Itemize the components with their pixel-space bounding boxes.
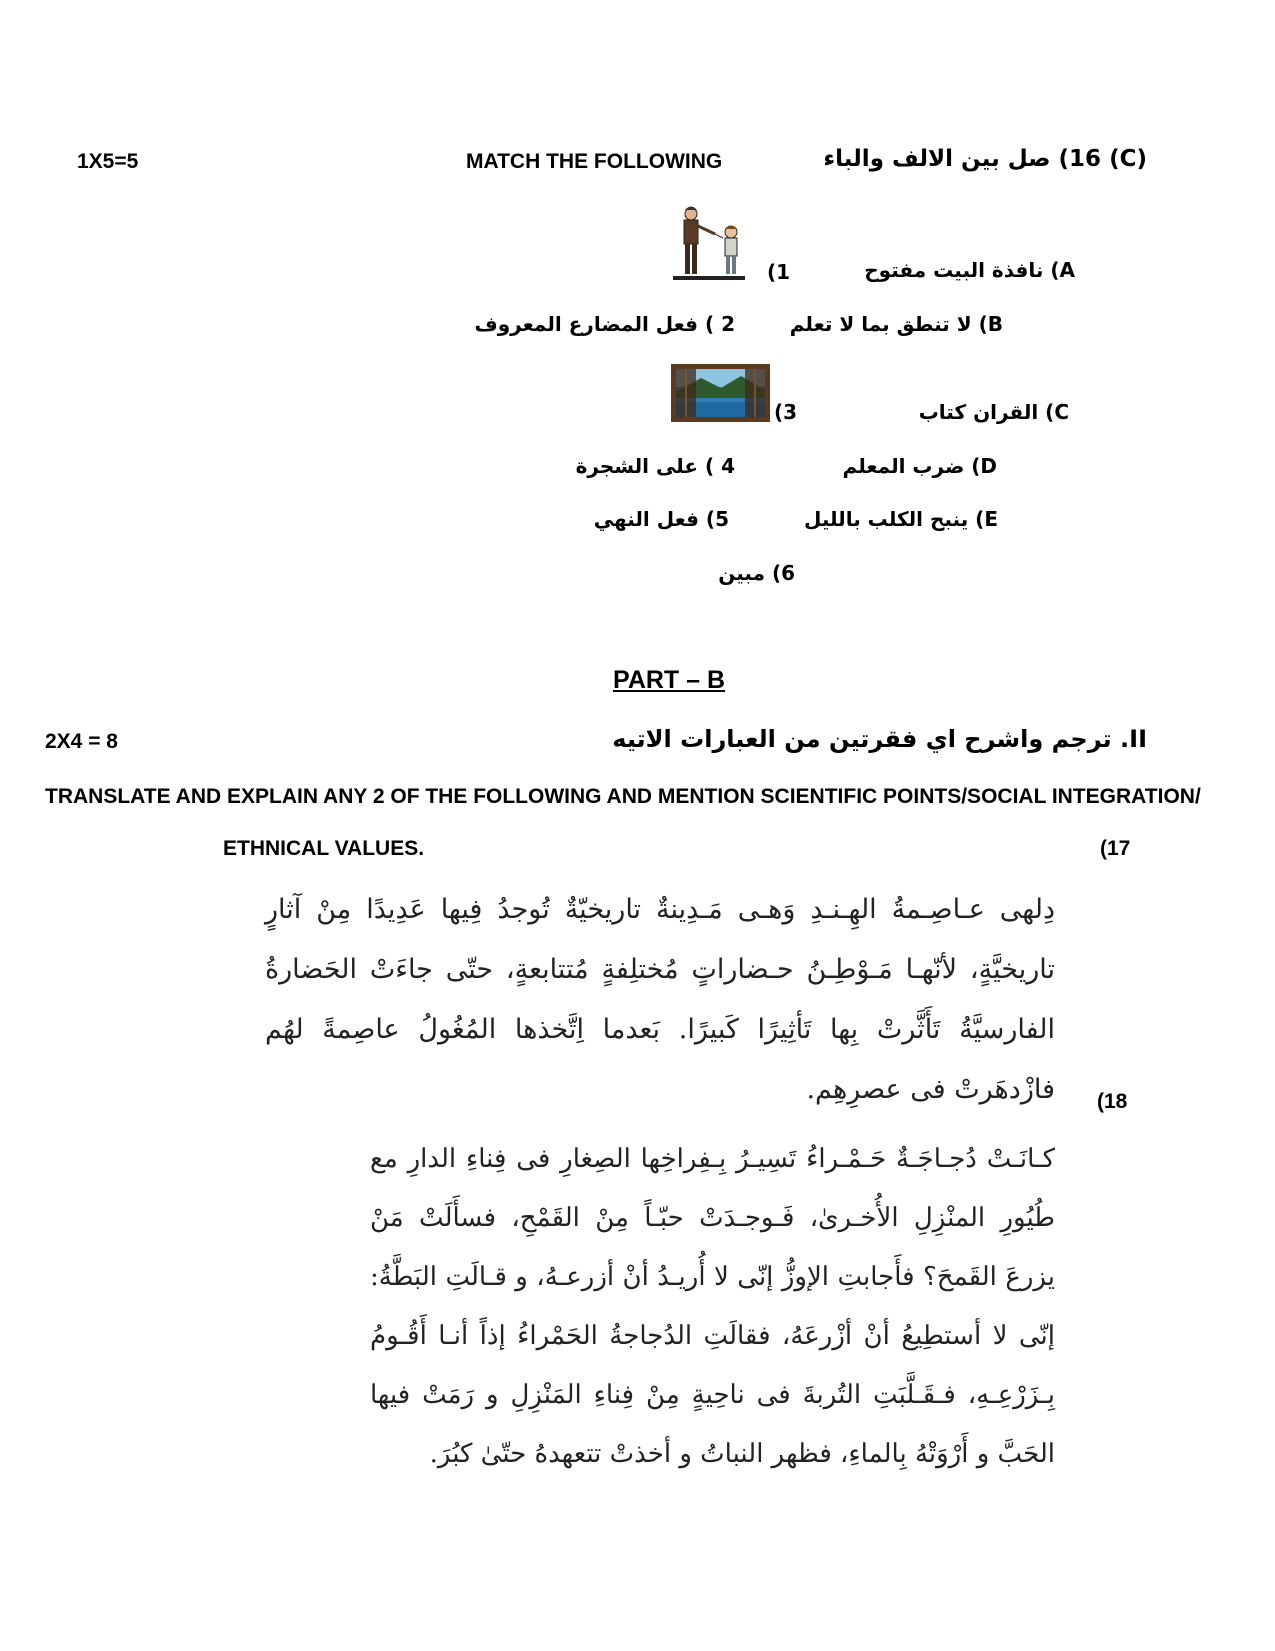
section-c-title-en: MATCH THE FOLLOWING <box>466 150 723 173</box>
window-landscape-icon <box>671 364 770 422</box>
section-c-title-ar: (C) 16) صل بين الالف والباء <box>823 146 1147 172</box>
match-item-b: B) لا تنطق بما لا تعلم <box>789 312 1003 336</box>
question-17-passage: دِلهى عـاصِـمةُ الهِـنـدِ وَهـى مَـدِينةٌ تاريخيّةٌ تُوجدُ فِيها عَدِيدًا مِنْ آثارٍ تاريخيَّةٍ، لأنّهـا مَـوْطِـنُ حـضاراتٍ مُختلِفةٍ مُتتابعةٍ، حتّى جاءَتْ الحَضارةُ الفارسيَّةُ تَأَثَّرتْ بِها تَأثِيرًا كَبيرًا. بَعدما اِتَّخذها المُغُولُ عاصِمةً لهُم فازْدهَرتْ فى عصرِهِم. <box>265 894 1056 1105</box>
question-18-number: (18 <box>1097 1090 1128 1113</box>
teacher-student-icon <box>673 200 748 282</box>
match-option-2: 2 ) فعل المضارع المعروف <box>474 312 735 336</box>
question-18-passage: كـانَـتْ دُجـاجَـةٌ حَـمْـراءُ تَسِيـرُ بِـفِراخِها الصِغارِ فى فِناءِ الدارِ مع طُيُورِ المنْزِلِ الأُخـرىٰ، فَـوجـدَتْ حبّـاً مِنْ القَمْحِ، فسأَلَتْ مَنْ يزرعَ القَمحَ؟ فأَجابتِ الإوزُّ إنّى لا أُريـدُ أنْ أزرعـهُ، و قـالَتِ البَطَّةُ: إنّى لا أستطِيعُ أنْ أزْرعَهُ، فقالَتِ الدُجاجةُ الحَمْراءُ إذاً أنـا أَقُـومُ بِـزَرْعِـهِ، فـقَـلَّبَتِ التُربةَ فى ناحِيةٍ مِنْ فِناءِ المَنْزِلِ و رَمَتْ فيها الحَبَّ و أَرْوَتْهُ بِالماءِ، فظهر النباتُ و أخذتْ تتعهدهُ حتّىٰ كبُرَ. <box>370 1144 1055 1469</box>
part-b-instruction-line1: TRANSLATE AND EXPLAIN ANY 2 OF THE FOLLOWING AND MENTION SCIENTIFIC POINTS/SOCIAL INTEGRATION/ <box>45 785 1201 808</box>
match-option-5: 5) فعل النهي <box>593 507 729 531</box>
section-c-marks: 1X5=5 <box>77 150 139 173</box>
match-item-c: C) القران كتاب <box>918 400 1069 424</box>
match-item-e: E) ينبح الكلب بالليل <box>804 507 998 531</box>
match-option-4: 4 ) على الشجرة <box>575 454 735 478</box>
part-b-marks: 2X4 = 8 <box>45 730 118 753</box>
match-option-3: 3) <box>773 400 797 424</box>
part-b-heading: PART – B <box>613 666 726 694</box>
match-item-d: D) ضرب المعلم <box>842 454 997 478</box>
match-item-a: A) نافذة البيت مفتوح <box>864 258 1075 282</box>
question-17-number: (17 <box>1100 837 1131 860</box>
match-option-6: 6) مبين <box>718 561 795 585</box>
part-b-instruction-line2: ETHNICAL VALUES. <box>223 837 425 860</box>
part-b-question-ar: II. ترجم واشرح اي فقرتين من العبارات الاتيه <box>612 725 1147 753</box>
match-option-1: 1) <box>766 260 790 284</box>
